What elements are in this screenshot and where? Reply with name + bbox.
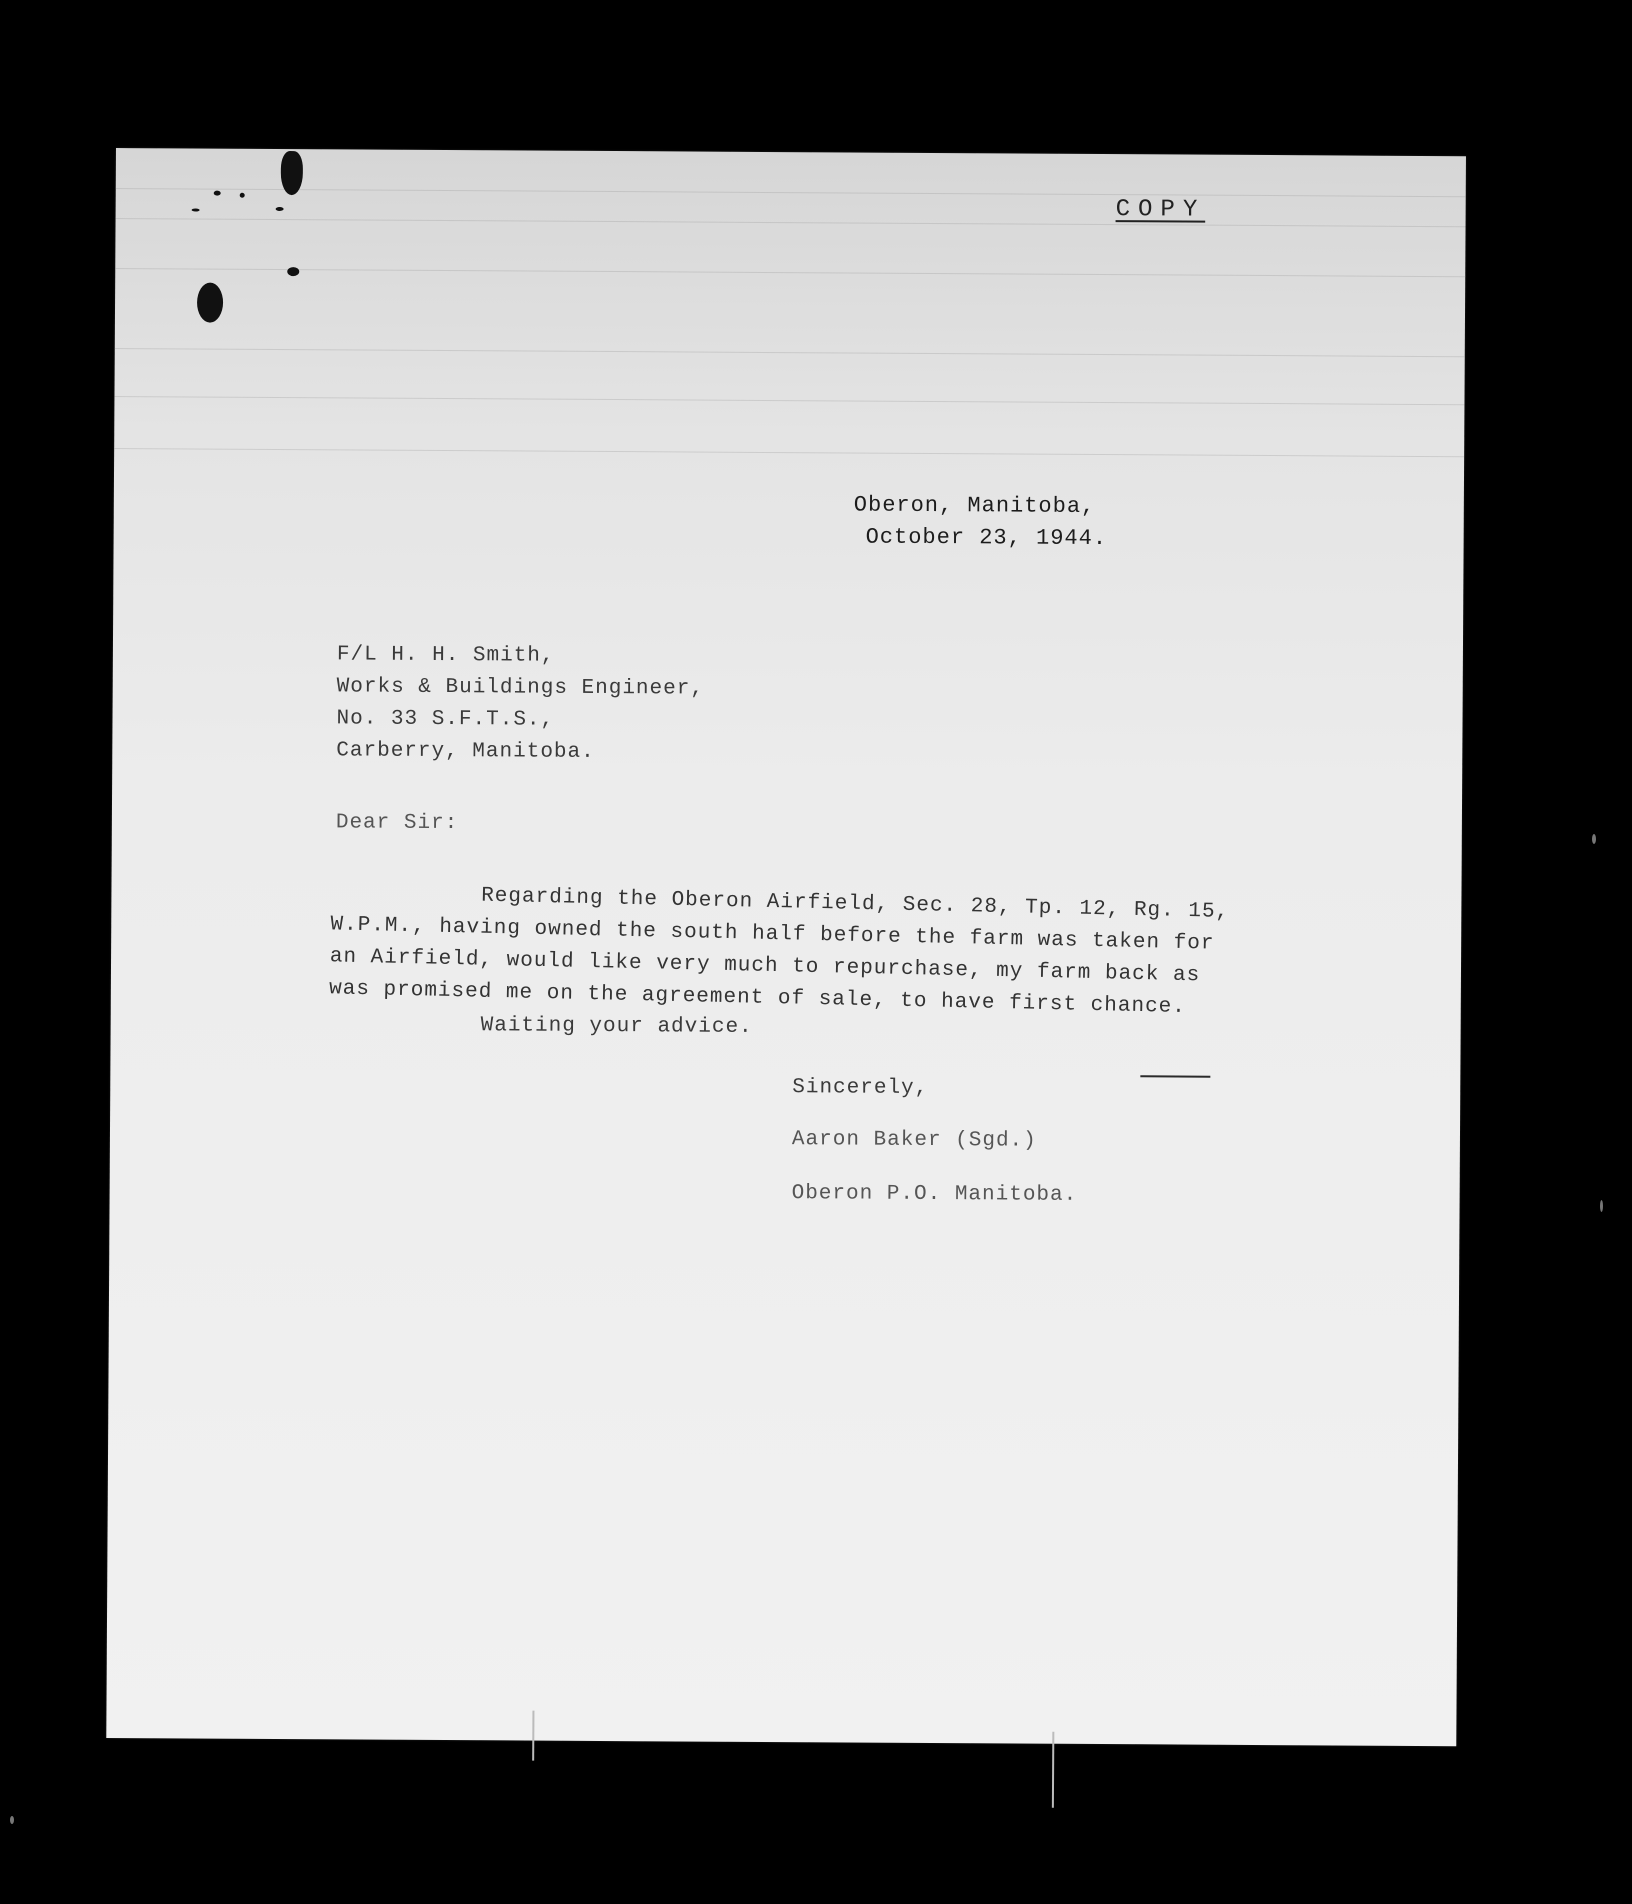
scan-speck <box>1600 1200 1603 1212</box>
ink-speck <box>192 208 200 211</box>
pen-mark <box>1140 1075 1210 1077</box>
body-paragraph: Regarding the Oberon Airfield, Sec. 28, Tp. 12, Rg. 15, W.P.M., having owned the south half before the farm was taken for an Airfield, would like very much to repurchase, my farm back as was promised me on the agreement of sale, to have first chance. <box>328 884 1230 1019</box>
sender-address: Oberon P.O. Manitoba. <box>791 1182 1078 1207</box>
paper-rule-line <box>115 348 1465 357</box>
paper-rule-line <box>116 218 1466 227</box>
ink-speck <box>276 207 284 211</box>
scan-speck <box>1592 834 1596 844</box>
place-line: Oberon, Manitoba, <box>853 492 1096 519</box>
recipient-line-2: Works & Buildings Engineer, <box>336 675 705 701</box>
scan-speck <box>10 1816 14 1824</box>
paper-rule-line <box>116 188 1466 197</box>
paper-rule-line <box>114 448 1464 457</box>
signature: Aaron Baker (Sgd.) <box>791 1128 1037 1153</box>
copy-stamp: COPY <box>1115 196 1206 224</box>
valediction: Sincerely, <box>792 1076 929 1100</box>
recipient-line-4: Carberry, Manitoba. <box>336 739 595 764</box>
paper-crease <box>532 1711 534 1761</box>
ink-speck <box>214 191 221 196</box>
paper-rule-line <box>115 268 1465 277</box>
paper-crease <box>1052 1732 1054 1808</box>
recipient-line-1: F/L H. H. Smith, <box>336 643 555 668</box>
recipient-line-3: No. 33 S.F.T.S., <box>336 707 555 732</box>
salutation: Dear Sir: <box>335 811 459 836</box>
letter-page <box>106 148 1466 1746</box>
paper-rule-line <box>114 396 1464 405</box>
ink-blot <box>197 282 223 322</box>
ink-speck <box>240 193 245 198</box>
ink-speck <box>287 267 299 276</box>
closing-request: Waiting your advice. <box>480 1014 753 1039</box>
date-line: October 23, 1944. <box>865 524 1108 552</box>
